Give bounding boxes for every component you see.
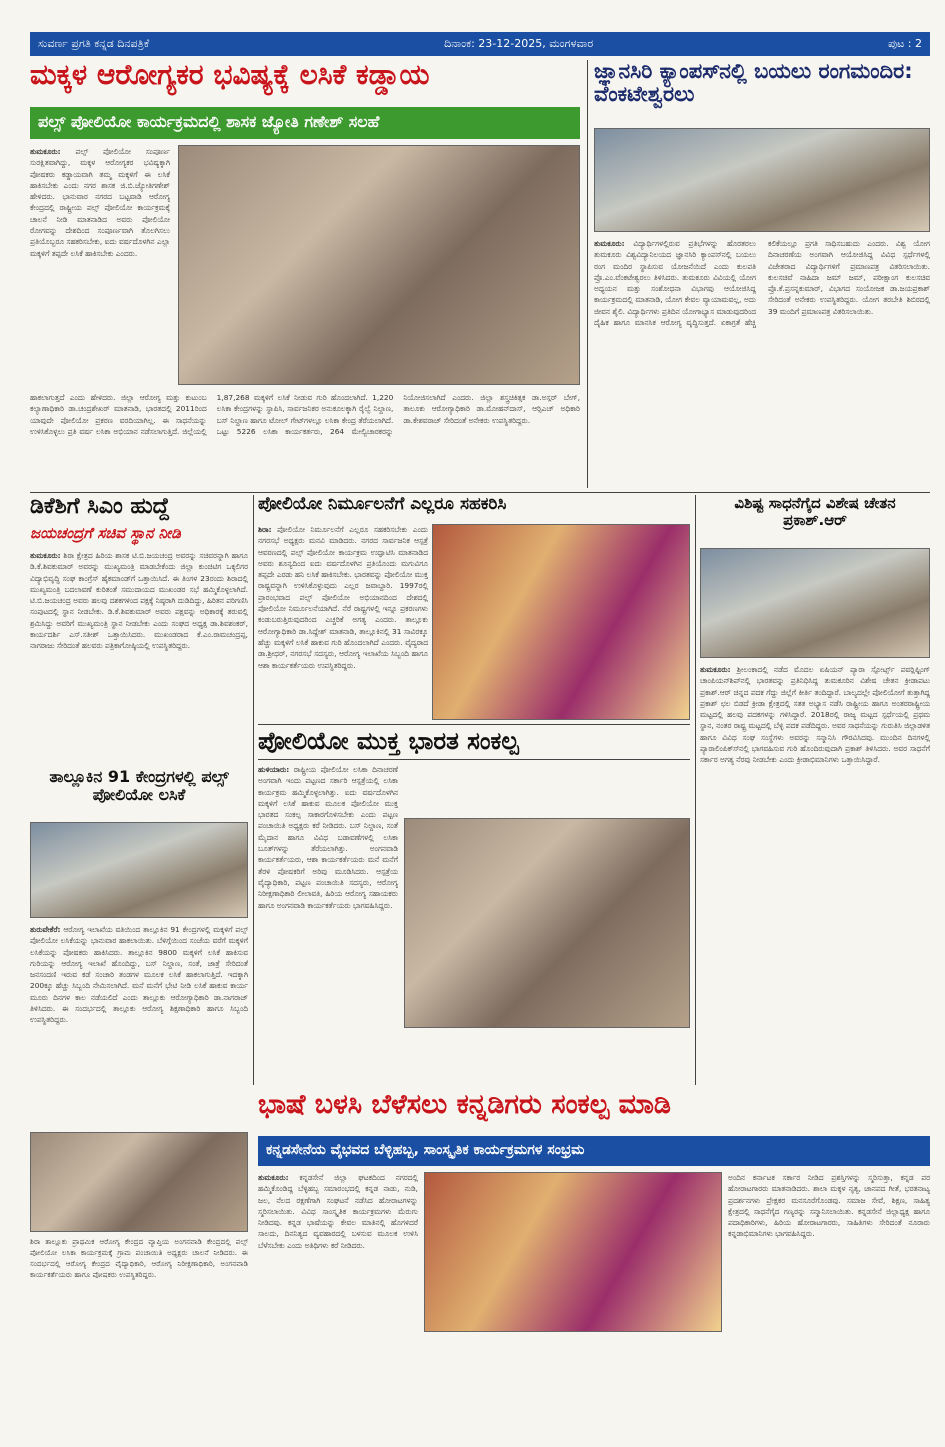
issue-date: ದಿನಾಂಕ: 23-12-2025, ಮಂಗಳವಾರ: [444, 37, 594, 50]
story4-body-text: ಆರೋಗ್ಯ ಇಲಾಖೆಯ ವತಿಯಿಂದ ತಾಲ್ಲೂಕಿನ 91 ಕೇಂದ್ರಗಳಲ್ಲಿ ಮಕ್ಕಳಿಗೆ ಪಲ್ಸ್ ಪೋಲಿಯೋ ಲಸಿಕೆಯನ್ನು ಭಾನುವಾರ ಹಾಕಲಾಯಿತು. ಬೆಳಿಗ್ಗೆಯಿಂದ ಸಂಜೆಯ ವರೆಗೆ ಮಕ್ಕಳಿಗೆ ಲಸಿಕೆಯನ್ನು ಪೋಷಕರು ಹಾಕಿಸಿದರು. ತಾಲ್ಲೂಕಿನ 9800 ಮಕ್ಕಳಿಗೆ ಲಸಿಕೆ ಹಾಕಿಸುವ ಗುರಿಯನ್ನು ಆರೋಗ್ಯ ಇಲಾಖೆ ಹೊಂದಿದ್ದು, ಬಸ್ ನಿಲ್ದಾಣ, ಸಂತೆ, ಜಾತ್ರೆ ಸೇರಿದಂತೆ ಜನಸಂದಣಿ ಇರುವ ಕಡೆ ಸಂಚಾರಿ ತಂಡಗಳ ಮೂಲಕ ಲಸಿಕೆ ಹಾಕಲಾಗುತ್ತಿದೆ. ಇದಕ್ಕಾಗಿ 200ಕ್ಕೂ ಹೆಚ್ಚು ಸಿಬ್ಬಂದಿ ನೇಮಿಸಲಾಗಿದೆ. ಮನೆ ಮನೆಗೆ ಭೇಟಿ ನೀಡಿ ಲಸಿಕೆ ಹಾಕುವ ಕಾರ್ಯ ಮೂರು ದಿನಗಳ ಕಾಲ ನಡೆಯಲಿದೆ ಎಂದು ತಾಲ್ಲೂಕು ಆರೋಗ್ಯಾಧಿಕಾರಿ ಡಾ.ನಾಗರಾಜ್ ತಿಳಿಸಿದರು. ಈ ಸಂದರ್ಭದಲ್ಲಿ ತಾಲ್ಲೂಕು ಆರೋಗ್ಯ ಶಿಕ್ಷಣಾಧಿಕಾರಿ ಹಾಗೂ ಸಿಬ್ಬಂದಿ ಉಪಸ್ಥಿತರಿದ್ದರು.: [30, 925, 248, 1025]
story1-body-top: [30, 146, 170, 386]
story1-subhead: ಪಲ್ಸ್ ಪೋಲಿಯೋ ಕಾರ್ಯಕ್ರಮದಲ್ಲಿ ಶಾಸಕ ಜ್ಯೋತಿ ಗಣೇಶ್ ಸಲಹೆ: [30, 107, 580, 139]
story1-photo: [178, 145, 580, 385]
story6-body-text: ಶ್ರೀಲಂಕಾದಲ್ಲಿ ನಡೆದ ಮೊದಲ ಏಷಿಯನ್ ಪ್ಯಾರಾ ಸ್ಪೋರ್ಟ್ಸ್ ಪವರ್‍ಲಿಫ್ಟಿಂಗ್ ಚಾಂಪಿಯನ್‍ಶಿಪ್‍ನಲ್ಲಿ ಭಾರತವನ್ನು ಪ್ರತಿನಿಧಿಸಿದ್ದ ತುಮಕೂರಿನ ವಿಶೇಷ ಚೇತನ ಕ್ರೀಡಾಪಟು ಪ್ರಕಾಶ್.ಆರ್ ಚಿನ್ನದ ಪದಕ ಗೆದ್ದು ಜಿಲ್ಲೆಗೆ ಕೀರ್ತಿ ತಂದಿದ್ದಾರೆ. ಬಾಲ್ಯದಲ್ಲೇ ಪೋಲಿಯೋಗೆ ತುತ್ತಾಗಿದ್ದ ಪ್ರಕಾಶ್ ಛಲ ಬಿಡದೆ ಕ್ರೀಡಾ ಕ್ಷೇತ್ರದಲ್ಲಿ ಸತತ ಅಭ್ಯಾಸ ನಡೆಸಿ ರಾಷ್ಟ್ರೀಯ ಹಾಗೂ ಅಂತರರಾಷ್ಟ್ರೀಯ ಮಟ್ಟದಲ್ಲಿ ಹಲವು ಪದಕಗಳನ್ನು ಗಳಿಸಿದ್ದಾರೆ. 2018ರಲ್ಲಿ ರಾಜ್ಯ ಮಟ್ಟದ ಸ್ಪರ್ಧೆಯಲ್ಲಿ ಪ್ರಥಮ ಸ್ಥಾನ, ನಂತರ ರಾಷ್ಟ್ರ ಮಟ್ಟದಲ್ಲಿ ಬೆಳ್ಳಿ ಪದಕ ಪಡೆದಿದ್ದರು. ಅವರ ಸಾಧನೆಯನ್ನು ಗುರುತಿಸಿ ಜಿಲ್ಲಾಡಳಿತ ಹಾಗೂ ವಿವಿಧ ಸಂಘ ಸಂಸ್ಥೆಗಳು ಅವರನ್ನು ಸನ್ಮಾನಿಸಿ ಗೌರವಿಸಿದವು. ಮುಂದಿನ ದಿನಗಳಲ್ಲಿ ಪ್ಯಾರಾಲಿಂಪಿಕ್ಸ್‍ನಲ್ಲಿ ಭಾಗವಹಿಸುವ ಗುರಿ ಹೊಂದಿರುವುದಾಗಿ ಪ್ರಕಾಶ್ ತಿಳಿಸಿದರು. ಅವರ ಸಾಧನೆಗೆ ಸರ್ಕಾರ ಅಗತ್ಯ ನೆರವು ನೀಡಬೇಕು ಎಂದು ಕ್ರೀಡಾಭಿಮಾನಿಗಳು ಒತ್ತಾಯಿಸಿದ್ದಾರೆ.: [700, 665, 930, 765]
story5-headline: ಪೋಲಿಯೋ ನಿರ್ಮೂಲನೆಗೆ ಎಲ್ಲರೂ ಸಹಕರಿಸಿ: [258, 495, 507, 514]
story3-dateline: ತುಮಕೂರು:: [30, 551, 61, 560]
story5-photo: [432, 524, 690, 720]
story2-photo: [594, 128, 930, 232]
story8-body-left-text: ಕನ್ನಡಸೇನೆ ಜಿಲ್ಲಾ ಘಟಕದಿಂದ ನಗರದಲ್ಲಿ ಹಮ್ಮಿಕೊಂಡಿದ್ದ ಬೆಳ್ಳಿಹಬ್ಬ ಸಮಾರಂಭದಲ್ಲಿ ಕನ್ನಡ ನಾಡು, ನುಡಿ, ಜಲ, ನೆಲದ ರಕ್ಷಣೆಗಾಗಿ ಸಂಘಟನೆ ನಡೆಸಿದ ಹೋರಾಟಗಳನ್ನು ಸ್ಮರಿಸಲಾಯಿತು. ವಿವಿಧ ಸಾಂಸ್ಕೃತಿಕ ಕಾರ್ಯಕ್ರಮಗಳು ಮೆರುಗು ನೀಡಿದವು. ಕನ್ನಡ ಭಾಷೆಯನ್ನು ಕೇವಲ ಮಾತಿನಲ್ಲಿ ಹೊಗಳಿದರೆ ಸಾಲದು, ದಿನನಿತ್ಯದ ವ್ಯವಹಾರದಲ್ಲಿ ಬಳಸುವ ಮೂಲಕ ಉಳಿಸಿ ಬೆಳೆಸಬೇಕು ಎಂದು ಅತಿಥಿಗಳು ಕರೆ ನೀಡಿದರು.: [258, 1173, 418, 1250]
story1-headline: ಮಕ್ಕಳ ಆರೋಗ್ಯಕರ ಭವಿಷ್ಯಕ್ಕೆ ಲಸಿಕೆ ಕಡ್ಡಾಯ: [30, 60, 430, 91]
page-number: ಪುಟ : 2: [888, 37, 922, 50]
story4-photo-caption: ಶಿರಾ ತಾಲ್ಲೂಕು ಪ್ರಾಥಮಿಕ ಆರೋಗ್ಯ ಕೇಂದ್ರದ ವ್ಯಾಪ್ತಿಯ ಅಂಗನವಾಡಿ ಕೇಂದ್ರದಲ್ಲಿ ಪಲ್ಸ್ ಪೋಲಿಯೋ ಲಸಿಕಾ ಕಾರ್ಯಕ್ರಮಕ್ಕೆ ಗ್ರಾಮ ಪಂಚಾಯಿತಿ ಅಧ್ಯಕ್ಷರು ಚಾಲನೆ ನೀಡಿದರು. ಈ ಸಂದರ್ಭದಲ್ಲಿ ಆರೋಗ್ಯ ಕೇಂದ್ರದ ವೈದ್ಯಾಧಿಕಾರಿ, ಆರೋಗ್ಯ ನಿರೀಕ್ಷಣಾಧಿಕಾರಿ, ಅಂಗನವಾಡಿ ಕಾರ್ಯಕರ್ತೆಯರು ಹಾಗೂ ಪೋಷಕರು ಉಪಸ್ಥಿತರಿದ್ದರು.: [30, 1237, 248, 1279]
story2-body: [594, 238, 930, 488]
story5-dateline: ಶಿರಾ:: [258, 525, 272, 534]
section-rule: [30, 492, 930, 493]
story6-dateline: ತುಮಕೂರು:: [700, 665, 731, 674]
story4-photo-bottom: [30, 1132, 248, 1232]
story7-body: [258, 764, 398, 1084]
column-divider: [587, 60, 588, 488]
story7-photo: [404, 818, 690, 1028]
story3-headline: ಡಿಕೆಶಿಗೆ ಸಿಎಂ ಹುದ್ದೆ: [30, 495, 170, 519]
story6-photo: [700, 548, 930, 658]
story1-dateline: ತುಮಕೂರು:: [30, 147, 61, 156]
story5-body: [258, 524, 428, 720]
story8-headline: ಭಾಷೆ ಬಳಸಿ ಬೆಳೆಸಲು ಕನ್ನಡಿಗರು ಸಂಕಲ್ಪ ಮಾಡಿ: [258, 1090, 671, 1120]
story2-body-text: ವಿದ್ಯಾರ್ಥಿಗಳಲ್ಲಿರುವ ಪ್ರತಿಭೆಗಳನ್ನು ಹೊರತರಲು ತುಮಕೂರು ವಿಶ್ವವಿದ್ಯಾನಿಲಯದ ಜ್ಞಾನಸಿರಿ ಕ್ಯಾಂಪಸ್‍ನಲ್ಲಿ ಬಯಲು ರಂಗ ಮಂದಿರ ಸ್ಥಾಪಿಸುವ ಯೋಜನೆಯಿದೆ ಎಂದು ಕುಲಪತಿ ಪ್ರೊ.ಎಂ.ವೆಂಕಟೇಶ್ವರಲು ತಿಳಿಸಿದರು. ತುಮಕೂರು ವಿವಿಯಲ್ಲಿ ಯೋಗ ಅಧ್ಯಯನ ಮತ್ತು ಸಂಶೋಧನಾ ವಿಭಾಗವು ಆಯೋಜಿಸಿದ್ದ ಕಾರ್ಯಕ್ರಮದಲ್ಲಿ ಮಾತನಾಡಿ, ಯೋಗ ಕೇವಲ ವ್ಯಾಯಾಮವಲ್ಲ, ಅದು ಜೀವನ ಶೈಲಿ. ವಿದ್ಯಾರ್ಥಿಗಳು ಪ್ರತಿದಿನ ಯೋಗಾಭ್ಯಾಸ ಮಾಡುವುದರಿಂದ ದೈಹಿಕ ಹಾಗೂ ಮಾನಸಿಕ ಆರೋಗ್ಯ ವೃದ್ಧಿಸುತ್ತದೆ. ಏಕಾಗ್ರತೆ ಹೆಚ್ಚಿ ಕಲಿಕೆಯಲ್ಲೂ ಪ್ರಗತಿ ಸಾಧಿಸಬಹುದು ಎಂದರು. ವಿಶ್ವ ಯೋಗ ದಿನಾಚರಣೆಯ ಅಂಗವಾಗಿ ಆಯೋಜಿಸಿದ್ದ ವಿವಿಧ ಸ್ಪರ್ಧೆಗಳಲ್ಲಿ ವಿಜೇತರಾದ ವಿದ್ಯಾರ್ಥಿಗಳಿಗೆ ಪ್ರಮಾಣಪತ್ರ ವಿತರಿಸಲಾಯಿತು. ಕುಲಸಚಿವೆ ನಾಹಿದಾ ಜಮ್ ಜಮ್, ಪರೀಕ್ಷಾಂಗ ಕುಲಸಚಿವ ಪ್ರೊ.ಕೆ.ಪ್ರಸನ್ನಕುಮಾರ್, ವಿಭಾಗದ ಸಂಯೋಜಕ ಡಾ.ಜಯಪ್ರಕಾಶ್ ಸೇರಿದಂತೆ ಅನೇಕರು ಉಪಸ್ಥಿತರಿದ್ದರು. ಯೋಗ ತರಬೇತಿ ಶಿಬಿರದಲ್ಲಿ 39 ಮಂದಿಗೆ ಪ್ರಮಾಣಪತ್ರ ವಿತರಿಸಲಾಯಿತು.: [594, 239, 930, 328]
story8-photo: [424, 1172, 722, 1332]
story2-headline: ಜ್ಞಾನಸಿರಿ ಕ್ಯಾಂಪಸ್‍ನಲ್ಲಿ ಬಯಲು ರಂಗಮಂದಿರ: ವೆಂಕಟೇಶ್ವರಲು: [594, 60, 913, 107]
story8-dateline: ತುಮಕೂರು:: [258, 1173, 289, 1182]
story3-subhead: ಜಯಚಂದ್ರಗೆ ಸಚಿವ ಸ್ಥಾನ ನೀಡಿ: [30, 525, 181, 542]
story8-subhead: ಕನ್ನಡಸೇನೆಯ ವೈಭವದ ಬೆಳ್ಳಿಹಬ್ಬ, ಸಾಂಸ್ಕೃತಿಕ ಕಾರ್ಯಕ್ರಮಗಳ ಸಂಭ್ರಮ: [258, 1136, 930, 1166]
story7-dateline: ಹುಳಿಯಾರು:: [258, 765, 290, 774]
column-divider-left: [253, 495, 254, 1085]
story4-body: [30, 924, 248, 1128]
story1-body-top-text: ಪಲ್ಸ್ ಪೋಲಿಯೋ ಸಂಪೂರ್ಣ ಸುರಕ್ಷಿತವಾಗಿದ್ದು, ಮಕ್ಕಳ ಆರೋಗ್ಯಕರ ಭವಿಷ್ಯಕ್ಕಾಗಿ ಪೋಷಕರು ಕಡ್ಡಾಯವಾಗಿ ತಮ್ಮ ಮಕ್ಕಳಿಗೆ ಈ ಲಸಿಕೆ ಹಾಕಿಸಬೇಕು ಎಂದು ನಗರ ಶಾಸಕ ಜಿ.ಬಿ.ಜ್ಯೋತಿಗಣೇಶ್ ಹೇಳಿದರು. ಭಾನುವಾರ ನಗರದ ಬಟ್ಟವಾಡಿ ಆರೋಗ್ಯ ಕೇಂದ್ರದಲ್ಲಿ ರಾಷ್ಟ್ರೀಯ ಪಲ್ಸ್ ಪೋಲಿಯೋ ಕಾರ್ಯಕ್ರಮಕ್ಕೆ ಚಾಲನೆ ನೀಡಿ ಮಾತನಾಡಿದ ಅವರು ಪೋಲಿಯೋ ರೋಗವನ್ನು ದೇಶದಿಂದ ಸಂಪೂರ್ಣವಾಗಿ ತೊಲಗಿಸಲು ಪ್ರತಿಯೊಬ್ಬರೂ ಸಹಕರಿಸಬೇಕು, ಐದು ವರ್ಷದೊಳಗಿನ ಎಲ್ಲಾ ಮಕ್ಕಳಿಗೆ ತಪ್ಪದೇ ಲಸಿಕೆ ಹಾಕಿಸಬೇಕು ಎಂದರು.: [30, 147, 170, 258]
story7-headline: ಪೋಲಿಯೋ ಮುಕ್ತ ಭಾರತ ಸಂಕಲ್ಪ: [258, 724, 690, 760]
masthead-bar: [30, 32, 930, 56]
paper-name: ಸುವರ್ಣ ಪ್ರಗತಿ ಕನ್ನಡ ದಿನಪತ್ರಿಕೆ: [38, 37, 150, 50]
story8-body-left: [258, 1172, 418, 1422]
story5-body-text: ಪೋಲಿಯೋ ನಿರ್ಮೂಲನೆಗೆ ಎಲ್ಲರೂ ಸಹಕರಿಸಬೇಕು ಎಂದು ನಗರಸಭೆ ಅಧ್ಯಕ್ಷರು ಮನವಿ ಮಾಡಿದರು. ನಗರದ ಸಾರ್ವಜನಿಕ ಆಸ್ಪತ್ರೆ ಆವರಣದಲ್ಲಿ ಪಲ್ಸ್ ಪೋಲಿಯೋ ಕಾರ್ಯಕ್ರಮ ಉದ್ಘಾಟಿಸಿ ಮಾತನಾಡಿದ ಅವರು ಶೂನ್ಯದಿಂದ ಐದು ವರ್ಷದೊಳಗಿನ ಪ್ರತಿಯೊಂದು ಮಗುವಿಗೂ ತಪ್ಪದೇ ಎರಡು ಹನಿ ಲಸಿಕೆ ಹಾಕಿಸಬೇಕು. ಭಾರತವನ್ನು ಪೋಲಿಯೋ ಮುಕ್ತ ರಾಷ್ಟ್ರವನ್ನಾಗಿ ಉಳಿಸಿಕೊಳ್ಳುವುದು ಎಲ್ಲರ ಜವಾಬ್ದಾರಿ. 1997ರಲ್ಲಿ ಪ್ರಾರಂಭವಾದ ಪಲ್ಸ್ ಪೋಲಿಯೋ ಅಭಿಯಾನದಿಂದ ದೇಶದಲ್ಲಿ ಪೋಲಿಯೋ ನಿರ್ಮೂಲನೆಯಾಗಿದೆ. ನೆರೆ ರಾಷ್ಟ್ರಗಳಲ್ಲಿ ಇನ್ನೂ ಪ್ರಕರಣಗಳು ಕಂಡುಬರುತ್ತಿರುವುದರಿಂದ ಎಚ್ಚರಿಕೆ ಅಗತ್ಯ ಎಂದರು. ತಾಲ್ಲೂಕು ಆರೋಗ್ಯಾಧಿಕಾರಿ ಡಾ.ಸಿದ್ದೇಶ್ ಮಾತನಾಡಿ, ತಾಲ್ಲೂಕಿನಲ್ಲಿ 31 ಸಾವಿರಕ್ಕೂ ಹೆಚ್ಚು ಮಕ್ಕಳಿಗೆ ಲಸಿಕೆ ಹಾಕುವ ಗುರಿ ಹೊಂದಲಾಗಿದೆ ಎಂದರು. ವೈದ್ಯರಾದ ಡಾ.ಶ್ರೀಧರ್, ನಗರಸಭೆ ಸದಸ್ಯರು, ಆರೋಗ್ಯ ಇಲಾಖೆಯ ಸಿಬ್ಬಂದಿ ಹಾಗೂ ಆಶಾ ಕಾರ್ಯಕರ್ತೆಯರು ಉಪಸ್ಥಿತರಿದ್ದರು.: [258, 525, 428, 670]
story4-photo-top: [30, 822, 248, 918]
story6-body: [700, 664, 930, 1084]
story4-headline: ತಾಲ್ಲೂಕಿನ 91 ಕೇಂದ್ರಗಳಲ್ಲಿ ಪಲ್ಸ್ ಪೋಲಿಯೋ ಲಸಿಕೆ: [49, 768, 229, 804]
story4-dateline: ತುರುವೇಕೆರೆ:: [30, 925, 61, 934]
story1-body-bottom: ಹಾಕಲಾಗುತ್ತದೆ ಎಂದು ಹೇಳಿದರು. ಜಿಲ್ಲಾ ಆರೋಗ್ಯ ಮತ್ತು ಕುಟುಂಬ ಕಲ್ಯಾಣಾಧಿಕಾರಿ ಡಾ.ಚಂದ್ರಶೇಖರ್ ಮಾತನಾಡಿ, ಭಾರತದಲ್ಲಿ 2011ರಿಂದ ಯಾವುದೇ ಪೋಲಿಯೋ ಪ್ರಕರಣ ವರದಿಯಾಗಿಲ್ಲ. ಈ ಸಾಧನೆಯನ್ನು ಉಳಿಸಿಕೊಳ್ಳಲು ಪ್ರತಿ ವರ್ಷ ಲಸಿಕಾ ಅಭಿಯಾನ ನಡೆಸಲಾಗುತ್ತಿದೆ. ಜಿಲ್ಲೆಯಲ್ಲಿ 1,87,268 ಮಕ್ಕಳಿಗೆ ಲಸಿಕೆ ನೀಡುವ ಗುರಿ ಹೊಂದಲಾಗಿದೆ. 1,220 ಲಸಿಕಾ ಕೇಂದ್ರಗಳನ್ನು ಸ್ಥಾಪಿಸಿ, ಸಾರ್ವಜನಿಕರ ಅನುಕೂಲಕ್ಕಾಗಿ ರೈಲ್ವೆ ನಿಲ್ದಾಣ, ಬಸ್ ನಿಲ್ದಾಣ ಹಾಗೂ ಟೋಲ್ ಗೇಟ್‍ಗಳಲ್ಲೂ ಲಸಿಕಾ ಕೇಂದ್ರ ತೆರೆಯಲಾಗಿದೆ. ಒಟ್ಟು 5226 ಲಸಿಕಾ ಕಾರ್ಯಕರ್ತರು, 264 ಮೇಲ್ವಿಚಾರಕರನ್ನು ನಿಯೋಜಿಸಲಾಗಿದೆ ಎಂದರು. ಜಿಲ್ಲಾ ಶಸ್ತ್ರಚಿಕಿತ್ಸಕ ಡಾ.ಅಸ್ಗರ್ ಬೇಗ್, ತಾಲೂಕು ಆರೋಗ್ಯಾಧಿಕಾರಿ ಡಾ.ಮೋಹನ್‍ದಾಸ್, ಆರ್‍ಸಿಎಚ್ ಅಧಿಕಾರಿ ಡಾ.ಕೇಶವರಾಜ್ ಸೇರಿದಂತೆ ಅನೇಕರು ಉಪಸ್ಥಿತರಿದ್ದರು.: [30, 393, 580, 436]
story3-body-text: ಶಿರಾ ಕ್ಷೇತ್ರದ ಹಿರಿಯ ಶಾಸಕ ಟಿ.ಬಿ.ಜಯಚಂದ್ರ ಅವರನ್ನು ಸಚಿವರನ್ನಾಗಿ ಹಾಗೂ ಡಿ.ಕೆ.ಶಿವಕುಮಾರ್ ಅವರನ್ನು ಮುಖ್ಯಮಂತ್ರಿ ಮಾಡಬೇಕೆಂದು ಜಿಲ್ಲಾ ಕುಂಚಿಟಿಗ ಒಕ್ಕಲಿಗರ ವಿದ್ಯಾಭಿವೃದ್ಧಿ ಸಂಘ ಕಾಂಗ್ರೆಸ್ ಹೈಕಮಾಂಡ್‍ಗೆ ಒತ್ತಾಯಿಸಿದೆ. ಈ ತಿಂಗಳ 23ರಂದು ಶಿರಾದಲ್ಲಿ ಮುಖ್ಯಮಂತ್ರಿ ಬದಲಾವಣೆ ಕುರಿತಂತೆ ಸಮುದಾಯದ ಮುಖಂಡರ ಸಭೆ ಹಮ್ಮಿಕೊಳ್ಳಲಾಗಿದೆ. ಟಿ.ಬಿ.ಜಯಚಂದ್ರ ಅವರು ಹಲವು ದಶಕಗಳಿಂದ ಪಕ್ಷಕ್ಕೆ ನಿಷ್ಠರಾಗಿ ದುಡಿದಿದ್ದು, ಹಿರಿತನ ಪರಿಗಣಿಸಿ ಸಂಪುಟದಲ್ಲಿ ಸ್ಥಾನ ನೀಡಬೇಕು. ಡಿ.ಕೆ.ಶಿವಕುಮಾರ್ ಅವರು ಪಕ್ಷವನ್ನು ಅಧಿಕಾರಕ್ಕೆ ತರುವಲ್ಲಿ ಶ್ರಮಿಸಿದ್ದು ಅವರಿಗೆ ಮುಖ್ಯಮಂತ್ರಿ ಸ್ಥಾನ ನೀಡಬೇಕು ಎಂದು ಸಂಘದ ಅಧ್ಯಕ್ಷ ಡಾ.ಶಿವಶಂಕರ್, ಕಾರ್ಯದರ್ಶಿ ಎಸ್.ಸತೀಶ್ ಒತ್ತಾಯಿಸಿದರು. ಮುಖಂಡರಾದ ಕೆ.ಎಂ.ರಾಮಚಂದ್ರಪ್ಪ, ನಾಗರಾಜು ಸೇರಿದಂತೆ ಹಲವರು ಪತ್ರಿಕಾಗೋಷ್ಠಿಯಲ್ಲಿ ಉಪಸ್ಥಿತರಿದ್ದರು.: [30, 551, 248, 651]
story7-body-text: ರಾಷ್ಟ್ರೀಯ ಪೋಲಿಯೋ ಲಸಿಕಾ ದಿನಾಚರಣೆ ಅಂಗವಾಗಿ ಇಂದು ಪಟ್ಟಣದ ಸರ್ಕಾರಿ ಆಸ್ಪತ್ರೆಯಲ್ಲಿ ಲಸಿಕಾ ಕಾರ್ಯಕ್ರಮ ಹಮ್ಮಿಕೊಳ್ಳಲಾಗಿತ್ತು. ಐದು ವರ್ಷದೊಳಗಿನ ಮಕ್ಕಳಿಗೆ ಲಸಿಕೆ ಹಾಕುವ ಮೂಲಕ ಪೋಲಿಯೋ ಮುಕ್ತ ಭಾರತದ ಸಂಕಲ್ಪ ಸಾಕಾರಗೊಳಿಸಬೇಕು ಎಂದು ಪಟ್ಟಣ ಪಂಚಾಯಿತಿ ಅಧ್ಯಕ್ಷರು ಕರೆ ನೀಡಿದರು. ಬಸ್ ನಿಲ್ದಾಣ, ಸಂತೆ ಮೈದಾನ ಹಾಗೂ ವಿವಿಧ ಬಡಾವಣೆಗಳಲ್ಲಿ ಲಸಿಕಾ ಬೂತ್‍ಗಳನ್ನು ತೆರೆಯಲಾಗಿತ್ತು. ಅಂಗನವಾಡಿ ಕಾರ್ಯಕರ್ತೆಯರು, ಆಶಾ ಕಾರ್ಯಕರ್ತೆಯರು ಮನೆ ಮನೆಗೆ ತೆರಳಿ ಪೋಷಕರಿಗೆ ಅರಿವು ಮೂಡಿಸಿದರು. ಆಸ್ಪತ್ರೆಯ ವೈದ್ಯಾಧಿಕಾರಿ, ಪಟ್ಟಣ ಪಂಚಾಯಿತಿ ಸದಸ್ಯರು, ಆರೋಗ್ಯ ನಿರೀಕ್ಷಣಾಧಿಕಾರಿ ಲೀಲಾವತಿ, ಹಿರಿಯ ಆರೋಗ್ಯ ಸಹಾಯಕರು ಹಾಗೂ ಅಂಗನವಾಡಿ ಕಾರ್ಯಕರ್ತೆಯರು ಭಾಗವಹಿಸಿದ್ದರು.: [258, 765, 398, 910]
story6-headline: ವಿಶಿಷ್ಟ ಸಾಧನೆಗೈದ ವಿಶೇಷ ಚೇತನ ಪ್ರಕಾಶ್.ಆರ್: [734, 495, 896, 529]
story8-body-right: ಅಂದಿನ ಕರ್ನಾಟಕ ಸರ್ಕಾರ ನೀಡಿದ ಪ್ರಶಸ್ತಿಗಳನ್ನು ಸ್ಮರಿಸುತ್ತಾ, ಕನ್ನಡ ಪರ ಹೋರಾಟಗಾರರು ಮಾತನಾಡಿದರು. ಶಾಲಾ ಮಕ್ಕಳ ನೃತ್ಯ, ಜಾನಪದ ಗೀತೆ, ಭರತನಾಟ್ಯ ಪ್ರದರ್ಶನಗಳು ಪ್ರೇಕ್ಷಕರ ಮನಸೂರೆಗೊಂಡವು. ಸಮಾಜ ಸೇವೆ, ಶಿಕ್ಷಣ, ಸಾಹಿತ್ಯ ಕ್ಷೇತ್ರದಲ್ಲಿ ಸಾಧನೆಗೈದ ಗಣ್ಯರನ್ನು ಸನ್ಮಾನಿಸಲಾಯಿತು. ಕನ್ನಡಸೇನೆ ಜಿಲ್ಲಾಧ್ಯಕ್ಷ ಹಾಗೂ ಪದಾಧಿಕಾರಿಗಳು, ಹಿರಿಯ ಹೋರಾಟಗಾರರು, ಸಾಹಿತಿಗಳು ಸೇರಿದಂತೆ ನೂರಾರು ಕನ್ನಡಾಭಿಮಾನಿಗಳು ಭಾಗವಹಿಸಿದ್ದರು.: [728, 1173, 930, 1239]
column-divider-right: [695, 495, 696, 1085]
story2-dateline: ತುಮಕೂರು:: [594, 239, 625, 248]
story3-body: [30, 550, 248, 765]
